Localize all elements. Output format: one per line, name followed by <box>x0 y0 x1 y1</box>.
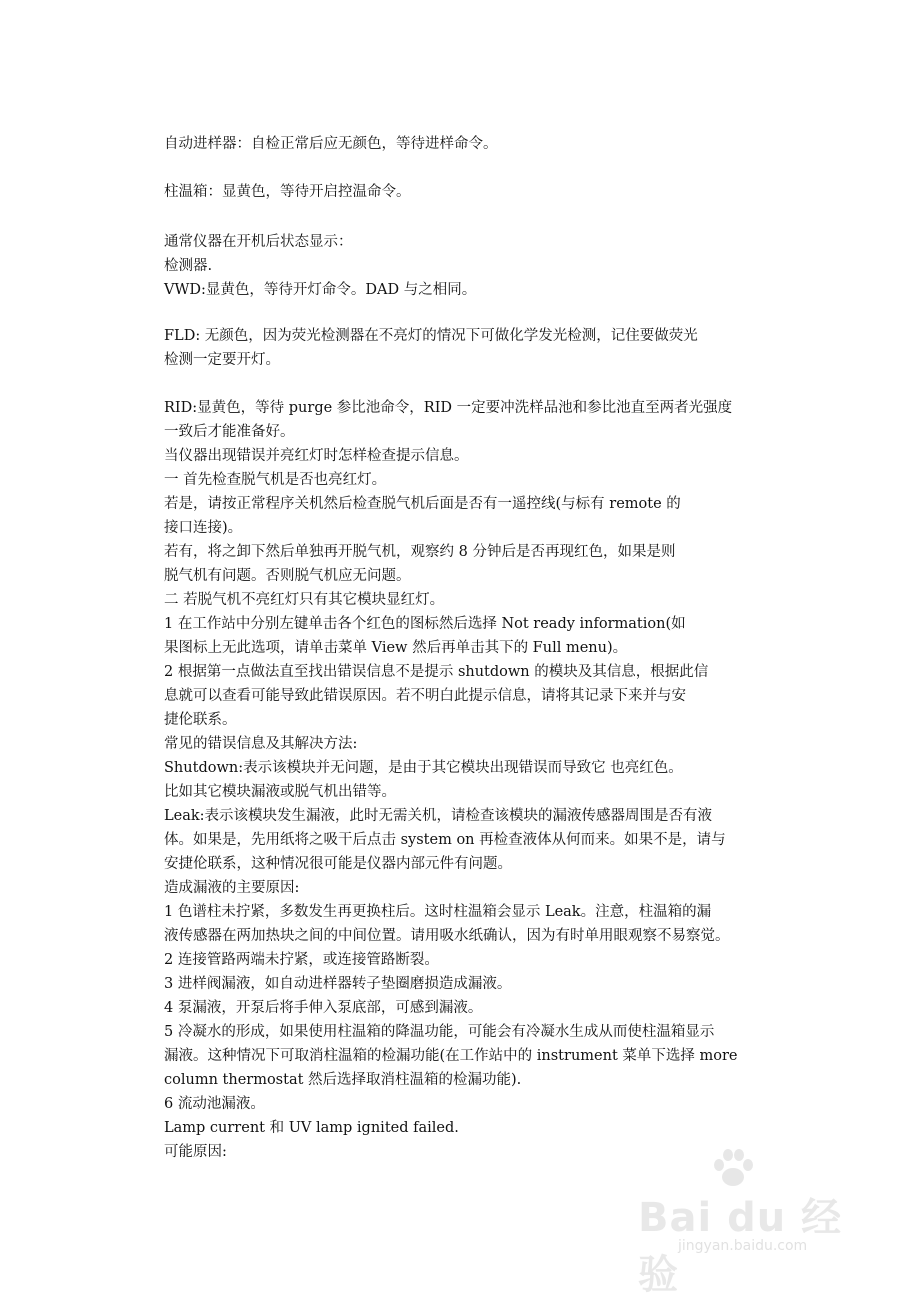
text-line: 一致后才能准备好。 <box>164 424 295 440</box>
text-line: 可能原因: <box>164 1144 227 1160</box>
text-line: 接口连接)。 <box>164 520 243 536</box>
text-line: Shutdown:表示该模块并无问题，是由于其它模块出现错误而导致它 也亮红色。 <box>164 760 683 776</box>
watermark-url: jingyan.baidu.com <box>678 1238 808 1254</box>
text-line: 捷伦联系。 <box>164 712 237 728</box>
text-line: RID:显黄色，等待 purge 参比池命令，RID 一定要冲洗样品池和参比池直至两者光强度 <box>164 400 733 416</box>
text-line: 比如其它模块漏液或脱气机出错等。 <box>164 784 396 800</box>
text-line: 常见的错误信息及其解决方法: <box>164 736 358 752</box>
text-line: 2 连接管路两端未拧紧，或连接管路断裂。 <box>164 952 439 968</box>
text-line: 1 在工作站中分别左键单击各个红色的图标然后选择 Not ready information(如 <box>164 616 686 632</box>
text-line: 6 流动池漏液。 <box>164 1096 265 1112</box>
text-line: Leak:表示该模块发生漏液，此时无需关机，请检查该模块的漏液传感器周围是否有液 <box>164 808 713 824</box>
text-line: 液传感器在两加热块之间的中间位置。请用吸水纸确认，因为有时单用眼观察不易察觉。 <box>164 928 730 944</box>
baidu-jingyan-watermark <box>638 1146 868 1298</box>
text-line: 检测一定要开灯。 <box>164 352 280 368</box>
text-line: FLD: 无颜色，因为荧光检测器在不亮灯的情况下可做化学发光检测，记住要做荧光 <box>164 328 698 344</box>
text-line: 当仪器出现错误并亮红灯时怎样检查提示信息。 <box>164 448 469 464</box>
text-line: column thermostat 然后选择取消柱温箱的检漏功能). <box>164 1072 522 1088</box>
text-line: 一 首先检查脱气机是否也亮红灯。 <box>164 472 387 488</box>
text-line: 若是，请按正常程序关机然后检查脱气机后面是否有一遥控线(与标有 remote 的 <box>164 496 681 512</box>
text-line: 体。如果是，先用纸将之吸干后点击 system on 再检查液体从何而来。如果不是，请与 <box>164 832 726 848</box>
text-line: 2 根据第一点做法直至找出错误信息不是提示 shutdown 的模块及其信息，根据此信 <box>164 664 709 680</box>
text-line: 若有，将之卸下然后单独再开脱气机，观察约 8 分钟后是否再现红色，如果是则 <box>164 544 676 560</box>
text-line: 息就可以查看可能导致此错误原因。若不明白此提示信息，请将其记录下来并与安 <box>164 688 686 704</box>
watermark-logo: Bai du 经验 <box>638 1195 843 1298</box>
text-line: 造成漏液的主要原因: <box>164 880 300 896</box>
text-line: VWD:显黄色，等待开灯命令。DAD 与之相同。 <box>164 282 477 298</box>
text-line: 漏液。这种情况下可取消柱温箱的检漏功能(在工作站中的 instrument 菜单下选择 more <box>164 1048 738 1064</box>
text-line: 二 若脱气机不亮红灯只有其它模块显红灯。 <box>164 592 445 608</box>
text-line: 检测器. <box>164 258 213 274</box>
text-line: 柱温箱：显黄色，等待开启控温命令。 <box>164 184 411 200</box>
text-line: 果图标上无此选项，请单击菜单 View 然后再单击其下的 Full menu)。 <box>164 640 628 656</box>
text-line: 5 冷凝水的形成，如果使用柱温箱的降温功能，可能会有冷凝水生成从而使柱温箱显示 <box>164 1024 715 1040</box>
text-line: 自动进样器：自检正常后应无颜色，等待进样命令。 <box>164 136 498 152</box>
text-line: 3 进样阀漏液，如自动进样器转子垫圈磨损造成漏液。 <box>164 976 512 992</box>
text-line: Lamp current 和 UV lamp ignited failed. <box>164 1120 459 1136</box>
text-line: 脱气机有问题。否则脱气机应无问题。 <box>164 568 411 584</box>
text-line: 通常仪器在开机后状态显示： <box>164 234 353 250</box>
text-line: 1 色谱柱未拧紧，多数发生再更换柱后。这时柱温箱会显示 Leak。注意，柱温箱的漏 <box>164 904 712 920</box>
text-line: 4 泵漏液，开泵后将手伸入泵底部，可感到漏液。 <box>164 1000 483 1016</box>
text-line: 安捷伦联系，这种情况很可能是仪器内部元件有问题。 <box>164 856 512 872</box>
